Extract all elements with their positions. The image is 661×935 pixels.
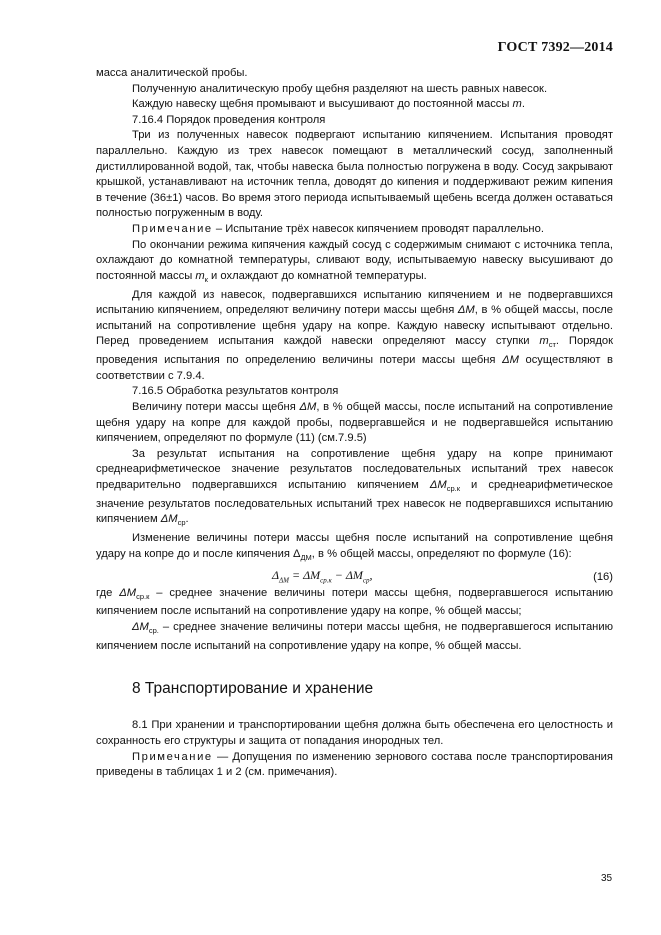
paragraph [96,238,613,288]
variable: m [512,98,522,111]
text: и среднеарифметическое значение результатов последовательных испытаний трех навесок не подвергавшихся испытанию кипячением [96,478,613,526]
subsection-heading: 7.16.4 Порядок проведения контроля [132,113,326,126]
subscript: ср.к [446,484,461,494]
text: и охлаждают до комнатной температуры. [207,269,427,282]
paragraph: 8.1 При хранении и транспортировании щебня должна быть обеспечена его целостность и сохранность его структуры и защита от попадания инородных тел. [96,719,613,748]
note-label: Примечание [132,750,213,763]
text: , в % общей массы, после испытаний на сопротивление щебня удару на копре. Каждую навеску испытывают отдельно. Перед проведением испытания каждой навески определяют массу ступки [96,304,613,348]
note-text: — Допущения по изменению зернового состава после транспортирования приведены в таблицах 1 и 2 (см. примечания). [96,750,613,779]
formula-term: = ΔM [289,567,321,582]
paragraph [96,288,613,385]
text: По окончании режима кипячения каждый сосуд с содержимым снимают с источника тепла, охлаждают до комнатной температуры, сливают воду, испытываемую навеску высушивают до постоянной массы [96,238,613,282]
text: – среднее значение величины потери массы щебня, не подвергавшегося испытанию кипячением после испытаний на сопротивление удару на копре, % общей массы. [96,621,613,652]
paragraph [96,447,613,531]
variable: m [539,335,549,348]
note-text: – Испытание трёх навесок кипячением проводят параллельно. [212,222,544,235]
note [96,222,613,238]
variable: ΔМ [119,586,137,599]
text: Изменение величины потери массы щебня после испытаний на сопротивление щебня удару на копре до и после кипячения Δ [96,532,613,560]
variable: ΔМ [457,304,475,317]
subscript: ср.к [320,575,332,584]
document-body [96,66,613,781]
paragraph: Каждую навеску щебня промывают и высушивают до постоянной массы m. [132,98,525,111]
text: . Порядок проведения испытания по определению величины потери массы щебня [96,335,613,367]
text: Для каждой из навесок, подвергавшихся испытанию кипячением и не подвергавшихся испытанию кипячением, определяют величину потери массы щебня [96,288,613,317]
formula-expression [272,568,373,589]
variable: ΔМ [429,478,447,491]
text: осуществляют в соответствии с 7.9.4. [96,354,613,382]
paragraph: Полученную аналитическую пробу щебня разделяют на шесть равных навесок. [132,82,548,95]
paragraph [96,400,613,447]
section-heading: 8 Транспортирование и хранение [132,680,374,698]
note-label: Примечание [132,222,213,235]
paragraph [96,531,613,565]
page-number: 35 [601,873,613,884]
text: Каждую навеску щебня промывают и высушивают до постоянной массы [132,98,513,111]
formula-16 [96,566,613,586]
paragraph: Три из полученных навесок подвергают испытанию кипячением. Испытания проводят параллельно. Каждую из трех навесок помещают в металлический сосуд, заполненный дистиллированной водой, так, чтобы навеска была полностью погружена в воду. Сосуд закрывают крышкой, устанавливают на источник тепла, доводят до кипения и поддерживают режим кипения в течение (36±1) часов. Во время этого периода испытываемый щебень всегда должен оставаться полностью погруженным в воду. [96,129,613,220]
text: где [96,586,120,599]
subsection-heading: 7.16.5 Обработка результатов контроля [132,385,339,398]
document-code: ГОСТ 7392—2014 [497,40,613,55]
variable: ΔМ [502,354,519,367]
subscript: ср.к [136,591,150,601]
formula-comma: , [369,567,373,582]
variable: ΔМ [299,400,317,413]
subscript: ст [548,340,556,350]
subscript: ΔМ [279,575,289,584]
subscript: ср [177,518,186,528]
text: , в % общей массы, определяют по формуле (16): [311,547,572,560]
formula-number: (16) [593,570,613,583]
text: За результат испытания на сопротивление щебня удару на копре принимают среднеарифметическое значение результатов последовательных испытаний трех навесок предварительно подвергавшихся испытанию кипячением [96,447,613,491]
variable: ΔМ [160,513,178,526]
subscript: ср [362,575,370,584]
paragraph: масса аналитической пробы. [96,67,248,79]
text: – среднее значение величины потери массы щебня, подвергавшегося испытанию кипячением после испытаний на сопротивление удару на копре, % общей массы; [96,586,613,618]
text: . [185,513,189,526]
subscript: ДМ [300,552,312,562]
formula-term: − ΔM [331,567,363,582]
variable: m [195,269,205,282]
note [96,750,613,781]
variable: ΔМ [132,621,149,633]
text: Величину потери массы щебня [132,400,300,413]
text: , в % общей массы, после испытаний на сопротивление щебня удару на копре для каждой пробы, подвергавшейся и не подвергавшейся испытанию кипячением, определяют по формуле (11) (см.7.9.5) [96,400,613,445]
subscript: ср. [148,626,159,636]
subscript: к [204,274,208,284]
definition [96,586,613,620]
formula-lhs: Δ [272,567,280,582]
definition [96,620,613,654]
